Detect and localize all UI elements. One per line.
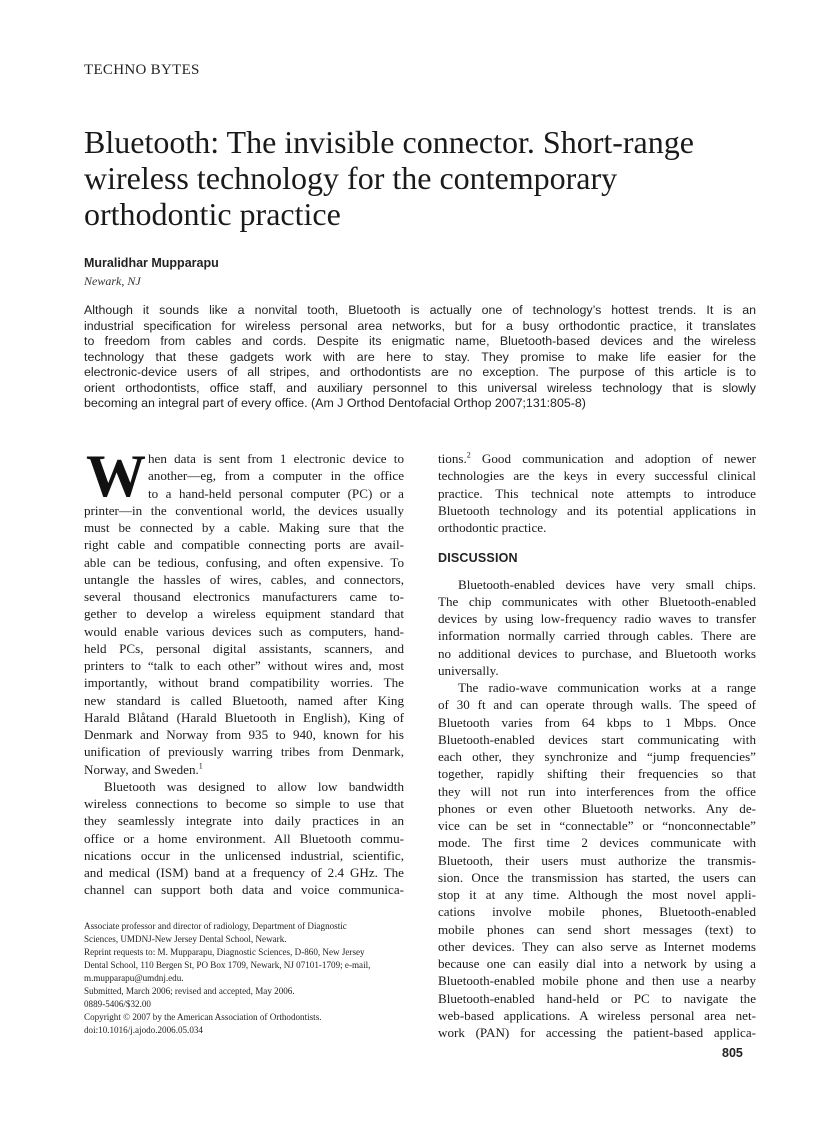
author-name: Muralidhar Mupparapu: [84, 256, 219, 270]
author-affiliation: Newark, NJ: [84, 274, 141, 288]
body-line: together, rapidly shifting their frequencies so that: [438, 766, 756, 782]
left-column: [84, 443, 404, 899]
footnotes: [84, 920, 404, 1037]
body-line: importantly, without brand compatibility worries. The: [84, 675, 404, 691]
body-line: Bluetooth technology and its potential applications in: [438, 502, 756, 518]
body-line: nications occur in the unlicensed industrial, scientific,: [84, 847, 404, 863]
footnote-line: Associate professor and director of radiology, Department of Diagnostic: [84, 921, 347, 931]
body-line: Bluetooth varies from 64 kbps to 1 Mbps. Once: [438, 714, 756, 730]
body-line: Bluetooth-enabled devices start communicating with: [438, 731, 756, 747]
body-line: work (PAN) for accessing the patient-based applica-: [438, 1025, 756, 1040]
body-line: of 30 ft and can operate through walls. The speed of: [438, 697, 756, 713]
body-line: practice. This technical note attempts to introduce: [438, 485, 756, 501]
body-line: Denmark and Norway from 935 to 940, known for his: [84, 727, 404, 742]
body-line: gether to develop a wireless equipment standard that: [84, 606, 404, 622]
page-number: 805: [722, 1046, 743, 1060]
body-line: Bluetooth, their users must authorize the transmis-: [438, 852, 756, 868]
paragraph: [438, 450, 756, 536]
section-heading: DISCUSSION: [438, 551, 518, 566]
body-line: mobile phones can send short messages (text) to: [438, 921, 756, 937]
abstract-line: technology that these gadgets work with are here to stay. They promise to make life easier for the: [84, 349, 756, 364]
paragraph: [438, 576, 756, 680]
body-line: devices by using low-frequency radio waves to transfer: [438, 611, 756, 626]
body-line: able can be tedious, confusing, and often expensive. To: [84, 554, 404, 570]
section-label: TECHNO BYTES: [84, 62, 200, 78]
abstract-line: Although it sounds like a nonvital tooth, Bluetooth is actually one of technology’s hottest trends. It is an: [84, 303, 756, 317]
body-text: tions.: [438, 451, 467, 466]
body-line: orthodontic practice.: [438, 520, 547, 535]
footnote-line: 0889-5406/$32.00: [84, 999, 151, 1009]
body-line: unification of previously warring tribes from Denmark,: [84, 744, 404, 760]
body-line: they seamlessly integrate into daily practices in an: [84, 813, 404, 829]
abstract-line: becoming an integral part of every office. (Am J Orthod Dentofacial Orthop 2007;131:805-8): [84, 396, 586, 410]
body-line: phones or even other Bluetooth networks. Any de-: [438, 800, 756, 816]
body-line: Bluetooth-enabled devices have very small chips.: [458, 576, 756, 592]
footnote-line: Sciences, UMDNJ-New Jersey Dental School, Newark.: [84, 934, 287, 944]
body-line: sion. Once the transmission has started, the users can: [438, 869, 756, 885]
title-line: orthodontic practice: [84, 196, 341, 232]
body-line: The radio-wave communication works at a range: [458, 680, 756, 695]
body-line: each other, they synchronize and “jump frequencies”: [438, 749, 756, 764]
title-line: Bluetooth: The invisible connector. Short-range: [84, 124, 694, 160]
body-line: technologies are the keys in every successful clinical: [438, 468, 756, 484]
body-line: several thousand electronics manufacturers came to-: [84, 589, 404, 604]
footnote-line: Copyright © 2007 by the American Association of Orthodontists.: [84, 1012, 322, 1022]
title-line: wireless technology for the contemporary: [84, 160, 618, 196]
body-line: cations involve mobile phones, Bluetooth-enabled: [438, 904, 756, 920]
abstract-line: electronic-device users of all stripes, and orthodontists are no exception. The purpose of this article is to: [84, 365, 756, 379]
body-line: must be connected by a cable. Making sure that the: [84, 520, 404, 535]
body-line: information normally carried through cables. There are: [438, 628, 756, 644]
abstract-line: to freedom from cables and cords. Despite its enigmatic name, Bluetooth-based devices and the wireless: [84, 334, 756, 348]
body-line: [438, 450, 756, 467]
body-line: universally.: [438, 662, 499, 678]
reference-marker: 1: [198, 761, 203, 771]
body-line: held PCs, personal digital assistants, scanners, and: [84, 640, 404, 656]
body-line: web-based applications. A wireless personal area net-: [438, 1007, 756, 1023]
paragraph: [84, 502, 404, 778]
footnote-line: m.mupparapu@umdnj.edu.: [84, 973, 184, 983]
body-line: no additional devices to purchase, and Bluetooth works: [438, 645, 756, 661]
footnote-line: doi:10.1016/j.ajodo.2006.05.034: [84, 1025, 203, 1035]
footnote-line: Dental School, 110 Bergen St, PO Box 1709, Newark, NJ 07101-1709; e-mail,: [84, 960, 371, 970]
abstract-line: orient orthodontists, office staff, and auxiliary personnel to this universal wireless technology that is slowly: [84, 380, 756, 395]
body-line: because one can easily dial into a network by using a: [438, 956, 756, 971]
body-line: other devices. They can also serve as Internet modems: [438, 938, 756, 954]
abstract-line: industrial specification for wireless personal area networks, but for a busy orthodontic practice, it translates: [84, 318, 756, 333]
footnote-line: Submitted, March 2006; revised and accepted, May 2006.: [84, 986, 295, 996]
body-line: printers to “talk to each other” without wires and, most: [84, 658, 404, 673]
reference-marker: 2: [466, 450, 471, 460]
body-line: to a hand-held personal computer (PC) or a: [148, 485, 404, 501]
body-line: right cable and compatible connecting ports are avail-: [84, 537, 404, 553]
abstract: [84, 303, 756, 412]
body-line: printer—in the conventional world, the devices usually: [84, 502, 404, 518]
drop-cap: W: [86, 443, 146, 509]
body-line: The chip communicates with other Bluetooth-enabled: [438, 593, 756, 609]
body-line: vice can be set in “connectable” or “nonconnectable”: [438, 818, 756, 833]
right-column: [438, 450, 756, 1041]
body-line: untangle the hassles of wires, cables, and connectors,: [84, 571, 404, 587]
body-line: [84, 761, 404, 778]
paragraph: [438, 679, 756, 1041]
body-line: would enable various devices such as computers, hand-: [84, 623, 404, 639]
body-line: and medical (ISM) band at a frequency of 2.4 GHz. The: [84, 865, 404, 880]
body-line: Harald Blåtand (Harald Bluetooth in English), King of: [84, 709, 404, 725]
footnote-line: Reprint requests to: M. Mupparapu, Diagnostic Sciences, D-860, New Jersey: [84, 947, 365, 957]
body-line: new standard is called Bluetooth, named after King: [84, 692, 404, 708]
intro-drop-cap-block: [84, 443, 404, 509]
body-line: mode. The first time 2 devices communicate with: [438, 835, 756, 851]
body-line: they will not run into interferences from the office: [438, 783, 756, 799]
body-line: Bluetooth was designed to allow low bandwidth: [104, 778, 404, 794]
body-line: stop it at any time. Although the most novel appli-: [438, 887, 756, 902]
body-line: another—eg, from a computer in the office: [148, 468, 404, 484]
article-title: [84, 124, 774, 232]
body-line: Bluetooth-enabled hand-held or PC to navigate the: [438, 990, 756, 1006]
paragraph: [84, 778, 404, 899]
body-line: Bluetooth-enabled mobile phone and then use a nearby: [438, 973, 756, 989]
body-text: Good communication and adoption of newer: [470, 451, 756, 466]
body-line: hen data is sent from 1 electronic device to: [148, 451, 404, 466]
body-line: wireless connections to become so simple to use that: [84, 796, 404, 811]
body-text: Norway, and Sweden.: [84, 761, 199, 777]
body-line: office or a home environment. All Bluetooth commu-: [84, 830, 404, 846]
body-line: channel can support both data and voice communica-: [84, 882, 404, 898]
